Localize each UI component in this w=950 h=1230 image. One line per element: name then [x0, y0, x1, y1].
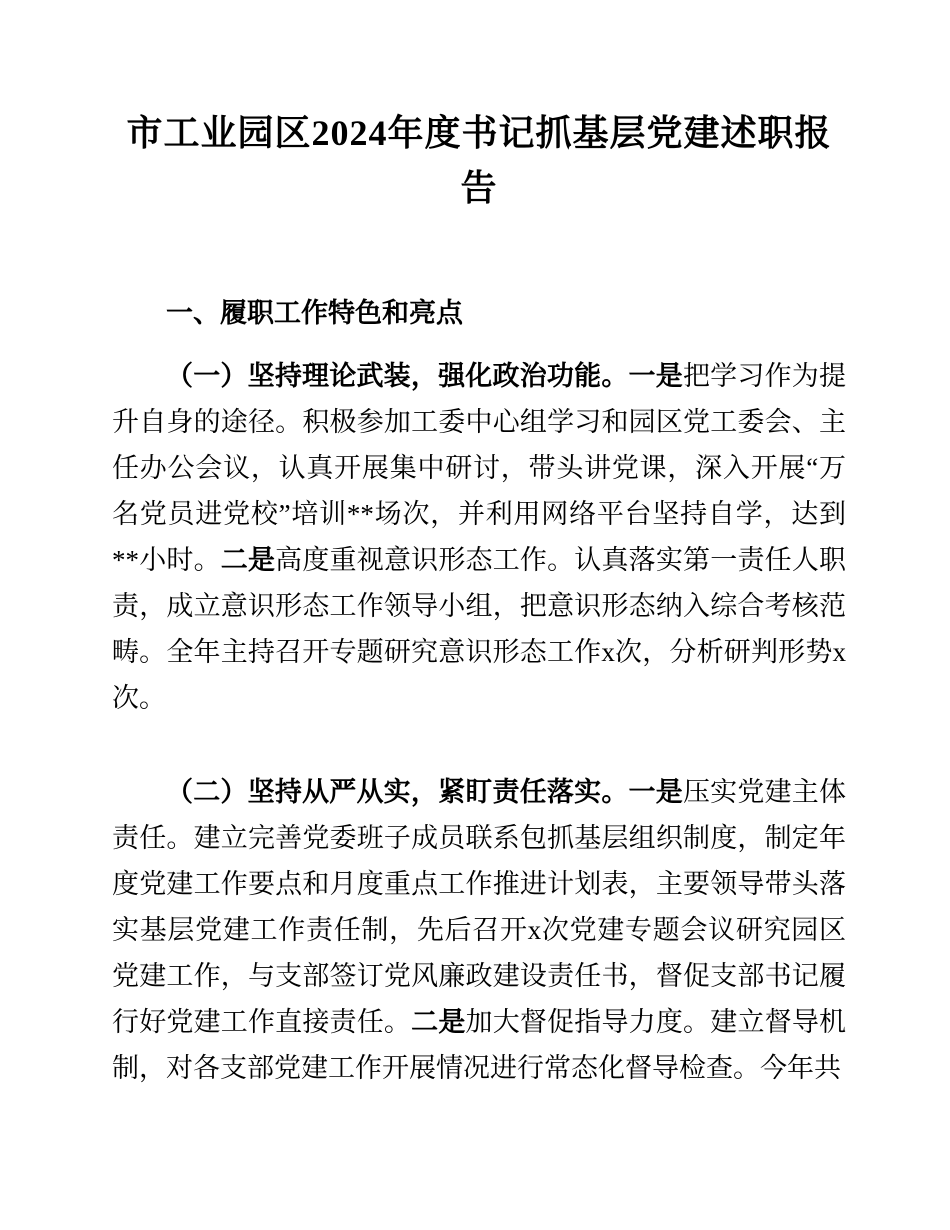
text-run: 把学习作为提升自身的途径。积极参加工委中心组学习和园区党工委会、主任办公会议，认真开展集中研讨，带头讲党课，深入开展“万名党员进党校”培训**场次，并利用网络平台坚持自学，达到**小时。 — [112, 361, 847, 575]
emphasis-run: （一）坚持理论武装，强化政治功能。一是 — [166, 361, 683, 391]
text-run: 高度重视意识形态工作。认真落实第一责任人职责，成立意识形态工作领导小组，把意识形态纳入综合考核范畴。全年主持召开专题研究意识形态工作x次，分析研判形势x次。 — [112, 545, 847, 713]
emphasis-run: （二）坚持从严从实，紧盯责任落实。一是 — [166, 777, 683, 807]
emphasis-run: 二是 — [220, 545, 276, 575]
emphasis-run: 二是 — [411, 1007, 466, 1037]
text-run: 压实党建主体责任。建立完善党委班子成员联系包抓基层组织制度，制定年度党建工作要点和月度重点工作推进计划表，主要领导带头落实基层党建工作责任制，先后召开x次党建专题会议研究园区党建工作，与支部签订党风廉政建设责任书，督促支部书记履行好党建工作直接责任。 — [112, 777, 847, 1037]
body-paragraphs — [112, 353, 846, 1091]
section-heading: 一、履职工作特色和亮点 — [166, 298, 463, 328]
text-run: 加大督促指导力度。建立督导机制，对各支部党建工作开展情况进行常态化督导检查。今年共 — [112, 1007, 847, 1083]
document-title: 市工业园区2024年度书记抓基层党建述职报告 — [126, 113, 832, 208]
paragraph — [112, 353, 846, 721]
paragraph — [112, 769, 846, 1091]
